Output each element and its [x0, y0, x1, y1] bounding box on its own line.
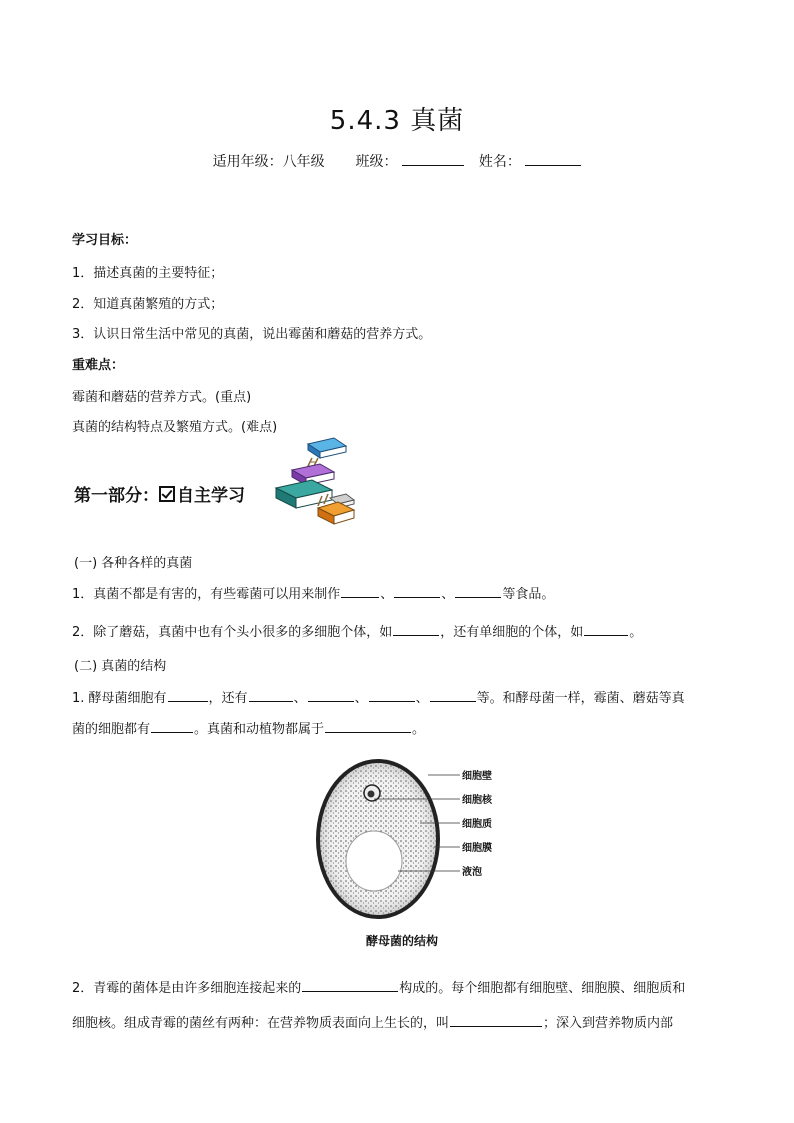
- section2-q2-line1: 2．青霉的菌体是由许多细胞连接起来的 构成的。每个细胞都有细胞壁、细胞膜、细胞质和: [72, 981, 686, 996]
- answer-blank[interactable]: [302, 979, 398, 992]
- answer-blank[interactable]: [168, 689, 208, 702]
- answer-blank[interactable]: [249, 689, 293, 702]
- section1-q2: 2．除了蘑菇，真菌中也有个头小很多的多细胞个体，如 ，还有单细胞的个体，如 。: [72, 625, 643, 640]
- name-label: 姓名：: [478, 154, 521, 170]
- section1-heading: (一) 各种各样的真菌: [74, 556, 193, 571]
- answer-blank[interactable]: [450, 1014, 542, 1027]
- objective-item: 1．描述真菌的主要特征；: [72, 266, 224, 281]
- section2-q1-line2: 菌的细胞都有 。真菌和动植物都属于 。: [72, 722, 426, 737]
- objective-item: 2．知道真菌繁殖的方式；: [72, 297, 224, 312]
- section2-q2-line2: 细胞核。组成青霉的菌丝有两种：在营养物质表面向上生长的，叫 ；深入到营养物质内部: [72, 1016, 674, 1031]
- key-points-heading: 重难点：: [72, 358, 125, 373]
- class-label: 班级：: [355, 154, 398, 170]
- answer-blank[interactable]: [369, 689, 415, 702]
- grade-label: 适用年级：八年级: [212, 154, 325, 170]
- figure-label-cytoplasm: 细胞质: [462, 819, 492, 830]
- books-stack-icon: [272, 436, 362, 528]
- answer-blank[interactable]: [151, 720, 193, 733]
- answer-blank[interactable]: [393, 623, 439, 636]
- answer-blank[interactable]: [341, 585, 379, 598]
- page-title: 5.4.3 真菌: [329, 106, 465, 136]
- answer-blank[interactable]: [584, 623, 628, 636]
- section1-q1: 1．真菌不都是有害的，有些霉菌可以用来制作 、 、 等食品。: [72, 587, 555, 602]
- answer-blank[interactable]: [394, 585, 440, 598]
- checkbox-icon: [159, 486, 175, 502]
- answer-blank[interactable]: [430, 689, 476, 702]
- class-blank[interactable]: [402, 151, 464, 166]
- key-point-item: 霉菌和蘑菇的营养方式。(重点): [72, 390, 252, 405]
- objectives-heading: 学习目标：: [72, 233, 138, 248]
- objective-item: 3．认识日常生活中常见的真菌，说出霉菌和蘑菇的营养方式。: [72, 327, 432, 342]
- figure-label-cell-wall: 细胞壁: [462, 771, 492, 782]
- name-blank[interactable]: [525, 151, 581, 166]
- figure-caption: 酵母菌的结构: [366, 934, 439, 948]
- section2-heading: (二) 真菌的结构: [74, 659, 167, 674]
- part-one-heading: 第一部分： 自主学习: [74, 486, 245, 506]
- figure-label-nucleus: 细胞核: [462, 795, 492, 806]
- answer-blank[interactable]: [308, 689, 354, 702]
- section2-q1-line1: 1. 酵母菌细胞有 ，还有 、 、 、 等。和酵母菌一样，霉菌、蘑菇等真: [72, 691, 685, 706]
- figure-label-membrane: 细胞膜: [462, 843, 492, 854]
- key-point-item: 真菌的结构特点及繁殖方式。(难点): [72, 420, 278, 435]
- subtitle: [0, 151, 794, 171]
- answer-blank[interactable]: [455, 585, 501, 598]
- figure-label-vacuole: 液泡: [462, 867, 482, 878]
- answer-blank[interactable]: [325, 720, 411, 733]
